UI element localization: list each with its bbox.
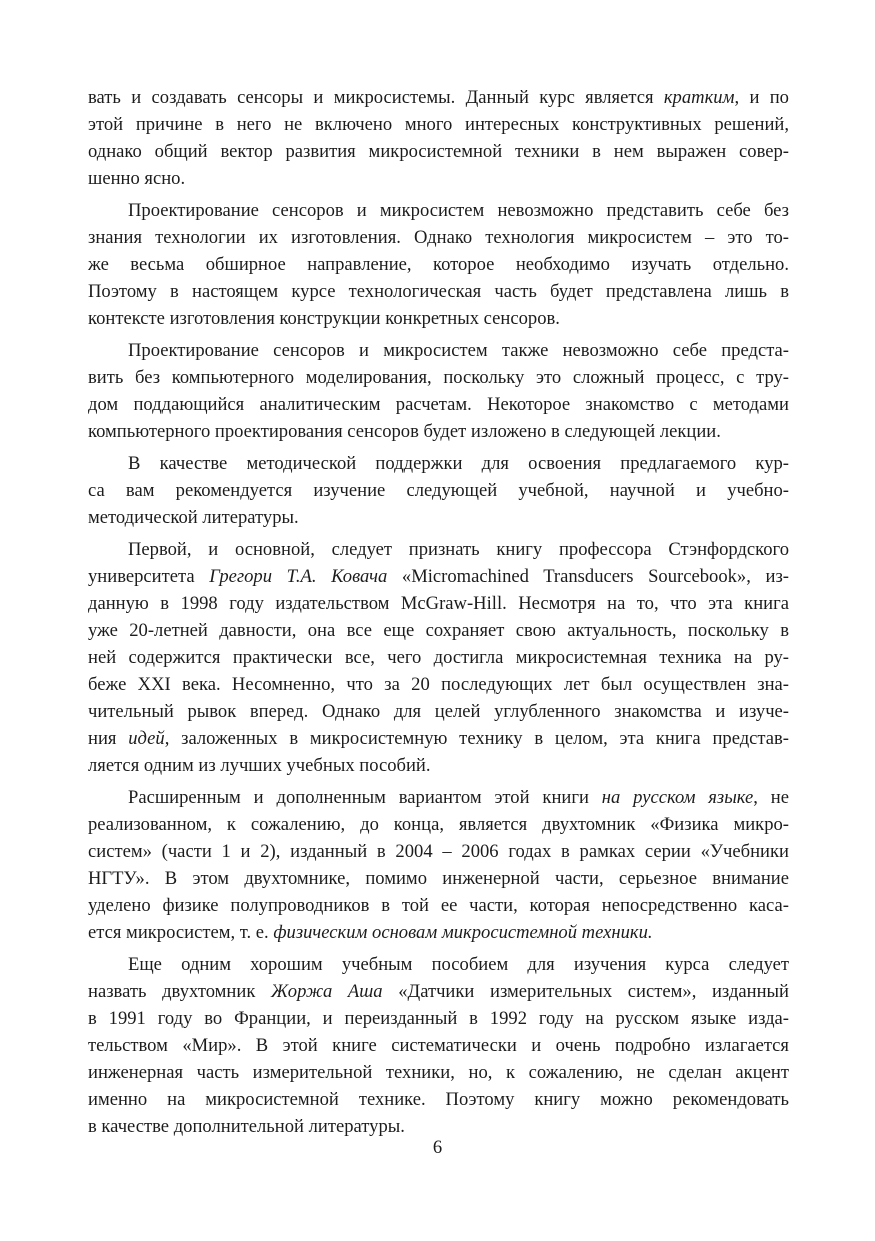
- text-line: [88, 138, 789, 165]
- text-segment: ется микросистем, т. е.: [88, 922, 274, 943]
- text-segment: однако общий вектор развития микросистемной техники в нем выражен совер-: [88, 141, 789, 162]
- italic-text: кратким: [663, 87, 735, 108]
- text-line: [88, 671, 789, 698]
- text-segment: беже XXI века. Несомненно, что за 20 последующих лет был осуществлен зна-: [88, 674, 789, 695]
- text-line: [88, 364, 789, 391]
- text-line: [88, 84, 789, 111]
- text-segment: вать и создавать сенсоры и микросистемы. Данный курс является: [88, 87, 664, 108]
- paragraph: [88, 951, 789, 1140]
- text-line: [88, 1059, 789, 1086]
- text-segment: Еще одним хорошим учебным пособием для изучения курса следует: [128, 954, 789, 975]
- paragraph: [88, 84, 789, 192]
- text-segment: ляется одним из лучших учебных пособий.: [88, 755, 431, 776]
- text-line: [88, 698, 789, 725]
- text-line: [88, 865, 789, 892]
- text-segment: «Micromachined Transducers Sourcebook», из-: [387, 566, 789, 587]
- text-segment: дом поддающийся аналитическим расчетам. Некоторое знакомство с методами: [88, 394, 789, 415]
- text-segment: методической литературы.: [88, 507, 299, 528]
- text-line: [88, 1005, 789, 1032]
- text-segment: в качестве дополнительной литературы.: [88, 1116, 405, 1137]
- italic-text: физическим основам микросистемной техники.: [273, 922, 653, 943]
- paragraph: [88, 337, 789, 445]
- text-segment: контексте изготовления конструкции конкретных сенсоров.: [88, 308, 560, 329]
- text-line: [88, 563, 789, 590]
- text-line: [88, 951, 789, 978]
- document-body: [88, 84, 789, 1140]
- text-segment: шенно ясно.: [88, 168, 186, 189]
- text-segment: Проектирование сенсоров и микросистем также невозможно себе предста-: [128, 340, 789, 361]
- text-line: [88, 278, 789, 305]
- text-segment: реализованном, к сожалению, до конца, является двухтомник «Физика микро-: [88, 814, 789, 835]
- text-segment: в 1991 году во Франции, и переизданный в 1992 году на русском языке изда-: [88, 1008, 789, 1029]
- text-segment: именно на микросистемной технике. Поэтому книгу можно рекомендовать: [88, 1089, 789, 1110]
- text-segment: тельством «Мир». В этой книге систематически и очень подробно излагается: [88, 1035, 789, 1056]
- text-segment: Расширенным и дополненным вариантом этой книги: [128, 787, 602, 808]
- text-segment: этой причине в него не включено много интересных конструктивных решений,: [88, 114, 789, 135]
- text-line: [88, 165, 789, 192]
- text-line: [88, 197, 789, 224]
- text-segment: инженерная часть измерительной техники, но, к сожалению, не сделан акцент: [88, 1062, 789, 1083]
- text-segment: чительный рывок вперед. Однако для целей углубленного знакомства и изуче-: [88, 701, 789, 722]
- text-segment: компьютерного проектирования сенсоров будет изложено в следующей лекции.: [88, 421, 721, 442]
- text-segment: ния: [88, 728, 129, 749]
- text-segment: , заложенных в микросистемную технику в целом, эта книга представ-: [164, 728, 789, 749]
- text-segment: университета: [88, 566, 210, 587]
- text-line: [88, 978, 789, 1005]
- text-segment: НГТУ». В этом двухтомнике, помимо инженерной части, серьезное внимание: [88, 868, 789, 889]
- text-segment: данную в 1998 году издательством McGraw-Hill. Несмотря на то, что эта книга: [88, 593, 789, 614]
- text-line: [88, 504, 789, 531]
- paragraph: [88, 197, 789, 332]
- text-line: [88, 752, 789, 779]
- text-line: [88, 590, 789, 617]
- text-segment: «Датчики измерительных систем», изданный: [382, 981, 790, 1002]
- text-line: [88, 644, 789, 671]
- text-segment: же весьма обширное направление, которое необходимо изучать отдельно.: [88, 254, 789, 275]
- text-segment: Первой, и основной, следует признать книгу профессора Стэнфордского: [128, 539, 789, 560]
- text-segment: систем» (части 1 и 2), изданный в 2004 – 2006 годах в рамках серии «Учебники: [88, 841, 789, 862]
- page-number: 6: [432, 1137, 443, 1158]
- text-segment: знания технологии их изготовления. Однако технология микросистем – это то-: [88, 227, 789, 248]
- text-line: [88, 838, 789, 865]
- text-line: [88, 725, 789, 752]
- text-segment: , и по: [734, 87, 789, 108]
- text-line: [88, 892, 789, 919]
- text-line: [88, 811, 789, 838]
- text-line: [88, 111, 789, 138]
- text-segment: са вам рекомендуется изучение следующей учебной, научной и учебно-: [88, 480, 789, 501]
- text-segment: вить без компьютерного моделирования, поскольку это сложный процесс, с тру-: [88, 367, 789, 388]
- text-segment: уже 20-летней давности, она все еще сохраняет свою актуальность, поскольку в: [88, 620, 789, 641]
- text-line: [88, 418, 789, 445]
- text-line: [88, 224, 789, 251]
- text-segment: , не: [753, 787, 789, 808]
- text-line: [88, 251, 789, 278]
- text-line: [88, 617, 789, 644]
- text-segment: Поэтому в настоящем курсе технологическая часть будет представлена лишь в: [88, 281, 789, 302]
- text-line: [88, 784, 789, 811]
- text-line: [88, 337, 789, 364]
- paragraph: [88, 536, 789, 779]
- italic-text: Жоржа Аша: [270, 981, 383, 1002]
- text-line: [88, 1032, 789, 1059]
- paragraph: [88, 784, 789, 946]
- text-segment: В качестве методической поддержки для освоения предлагаемого кур-: [128, 453, 789, 474]
- text-line: [88, 919, 789, 946]
- italic-text: идей: [128, 728, 165, 749]
- italic-text: на русском языке: [601, 787, 754, 808]
- text-segment: ней содержится практически все, чего достигла микросистемная техника на ру-: [88, 647, 789, 668]
- text-line: [88, 391, 789, 418]
- text-line: [88, 305, 789, 332]
- text-line: [88, 450, 789, 477]
- text-segment: назвать двухтомник: [88, 981, 271, 1002]
- text-line: [88, 536, 789, 563]
- text-line: [88, 1086, 789, 1113]
- text-segment: Проектирование сенсоров и микросистем невозможно представить себе без: [128, 200, 789, 221]
- text-segment: уделено физике полупроводников в той ее части, которая непосредственно каса-: [88, 895, 789, 916]
- paragraph: [88, 450, 789, 531]
- text-line: [88, 477, 789, 504]
- italic-text: Грегори Т.А. Ковача: [209, 566, 388, 587]
